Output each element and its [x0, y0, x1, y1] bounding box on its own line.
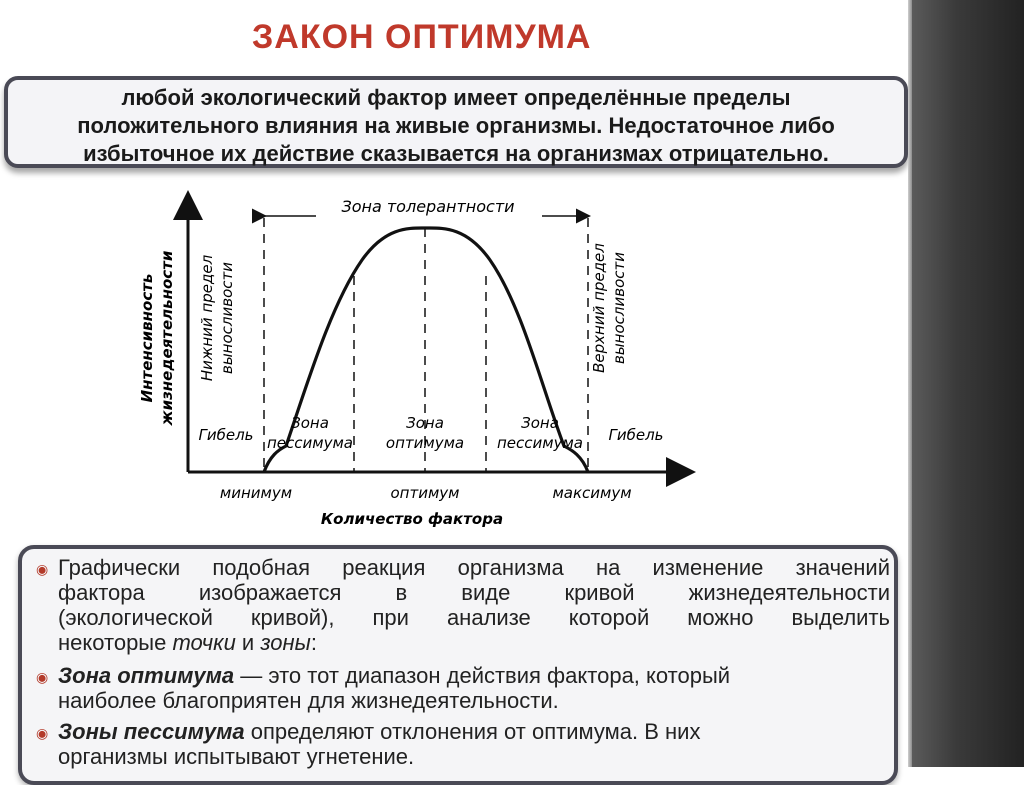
term-optimum-zone: Зона оптимума: [58, 663, 235, 688]
bullet-3-text: [58, 719, 890, 769]
bullet-2-line-2: наиболее благоприятен для жизнедеятельности.: [58, 688, 559, 713]
bullet-3-line-1: Зоны пессимума определяют отклонения от оптимума. В них: [58, 719, 701, 744]
bullet-2-line-1: Зона оптимума — это тот диапазон действия фактора, который: [58, 663, 731, 688]
optimum-zone-label-1: Зона: [406, 414, 444, 432]
bullet-1-text: [58, 555, 890, 655]
definition-line-2: положительного влияния на живые организмы. Недостаточное либо: [77, 113, 835, 138]
optimum-zone-label-2: оптимума: [385, 434, 465, 452]
bullet-2-marker-icon: ◉: [36, 669, 49, 685]
tolerance-zone-label: Зона толерантности: [341, 197, 515, 216]
dark-side-panel: [912, 0, 1024, 767]
term-zones: зоны: [260, 630, 311, 655]
definition-line-3: избыточное их действие сказывается на организмах отрицательно.: [83, 141, 829, 166]
definition-text: [8, 84, 904, 168]
x-axis-label: Количество фактора: [320, 510, 504, 528]
y-axis-label-1: Интенсивность: [138, 273, 156, 403]
pessimum-left-label-2: пессимума: [267, 434, 353, 452]
term-points: точки: [172, 630, 236, 655]
death-left-label: Гибель: [198, 426, 254, 444]
bullet-2-text: [58, 663, 890, 713]
upper-limit-label-1: Верхний предел: [590, 243, 608, 373]
tolerance-chart: [130, 178, 750, 540]
definition-box: [4, 76, 908, 168]
lower-limit-label-1: Нижний предел: [198, 254, 216, 382]
pessimum-right-label-1: Зона: [521, 414, 559, 432]
definition-line-1: любой экологический фактор имеет определённые пределы: [121, 85, 791, 110]
bullet-1-line-3: (экологической кривой), при анализе которой можно выделить: [58, 605, 890, 630]
bullet-3-line-2: организмы испытывают угнетение.: [58, 744, 415, 769]
bullet-1-marker-icon: ◉: [36, 561, 49, 577]
pessimum-right-label-2: пессимума: [497, 434, 583, 452]
slide-title: ЗАКОН ОПТИМУМА: [252, 18, 592, 56]
upper-limit-label-2: выносливости: [610, 251, 628, 365]
death-right-label: Гибель: [608, 426, 664, 444]
tick-minimum: минимум: [219, 484, 293, 502]
bullet-1-line-4: некоторые точки и зоны:: [58, 630, 317, 655]
tick-optimum: оптимум: [390, 484, 460, 502]
y-axis-label-2: жизнедеятельности: [158, 250, 176, 426]
lower-limit-label-2: выносливости: [218, 261, 236, 375]
notes-box: [18, 545, 898, 785]
tick-maximum: максимум: [552, 484, 632, 502]
bullet-3-marker-icon: ◉: [36, 725, 49, 741]
pessimum-left-label-1: Зона: [291, 414, 329, 432]
term-pessimum-zones: Зоны пессимума: [58, 719, 245, 744]
bullet-1-line-2: фактора изображается в виде кривой жизнедеятельности: [58, 580, 890, 605]
bullet-1-line-1: Графически подобная реакция организма на изменение значений: [58, 555, 890, 580]
